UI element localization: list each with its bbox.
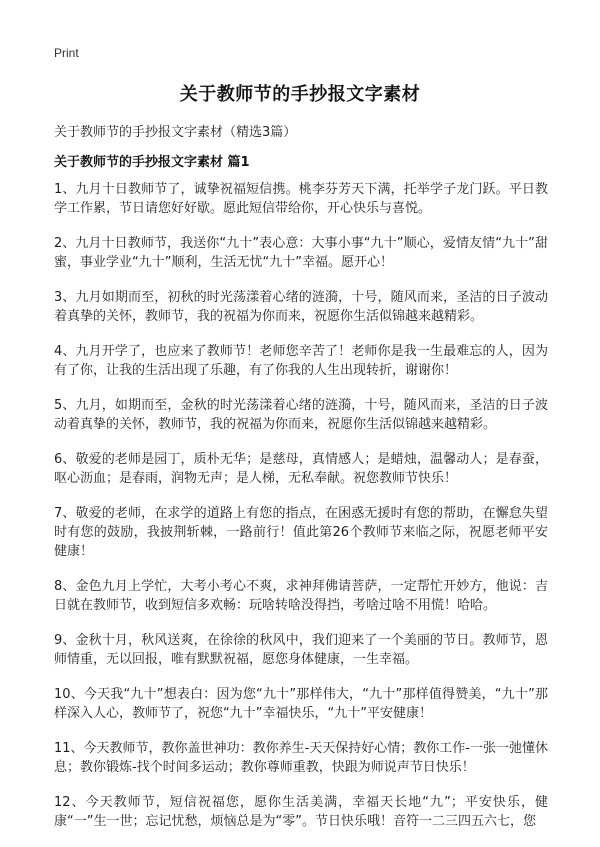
paragraph: 5、九月，如期而至，金秋的时光荡漾着心绪的涟漪，十号，随风而来，圣洁的日子波动着真挚的关怀，教师节，我的祝福为你而来，祝愿你生活似锦越来越精彩。 <box>54 398 548 432</box>
paragraph: 6、敬爱的老师是园丁，质朴无华；是慈母，真情感人；是蜡烛，温馨动人；是春蚕，呕心沥血；是春雨，润物无声；是人梯，无私奉献。祝您教师节快乐！ <box>54 452 548 486</box>
paragraph: 3、九月如期而至，初秋的时光荡漾着心绪的涟漪，十号，随风而来，圣洁的日子波动着真挚的关怀，教师节，我的祝福为你而来，祝愿你生活似锦越来越精彩。 <box>54 290 548 324</box>
paragraph: 7、敬爱的老师，在求学的道路上有您的指点，在困惑无援时有您的帮助，在懈怠失望时有您的鼓励，我披荆斩棘，一路前行！值此第26个教师节来临之际，祝愿老师平安健康！ <box>54 506 548 559</box>
paragraph: 9、金秋十月，秋风送爽，在徐徐的秋风中，我们迎来了一个美丽的节日。教师节，恩师情重，无以回报，唯有默默祝福，愿您身体健康，一生幸福。 <box>54 633 548 667</box>
paragraph: 4、九月开学了，也应来了教师节！老师您辛苦了！老师你是我一生最难忘的人，因为有了你，让我的生活出现了乐趣，有了你我的人生出现转折，谢谢你！ <box>54 344 548 378</box>
document-subtitle: 关于教师节的手抄报文字素材（精选3篇） <box>54 125 297 140</box>
paragraph: 1、九月十日教师节了，诚挚祝福短信携。桃李芬芳天下满，托举学子龙门跃。平日教学工作累，节日请您好好歇。愿此短信带给你，开心快乐与喜悦。 <box>54 182 548 216</box>
paragraph: 2、九月十日教师节，我送你“九十”表心意：大事小事“九十”顺心，爱情友情“九十”甜蜜，事业学业“九十”顺利，生活无忧“九十”幸福。愿开心！ <box>54 236 548 270</box>
paragraph: 11、今天教师节，教你盖世神功：教你养生-天天保持好心情；教你工作-一张一弛懂休息；教你锻炼-找个时间多运动；教你尊师重教，快跟为师说声节日快乐！ <box>54 741 548 775</box>
paragraph-list <box>54 180 548 847</box>
paragraph: 8、金色九月上学忙，大考小考心不爽，求神拜佛请菩萨，一定帮忙开妙方，他说：吉日就在教师节，收到短信多欢畅：玩啥转啥没得挡，考啥过啥不用慌！哈哈。 <box>54 579 548 613</box>
paragraph: 12、今天教师节，短信祝福您，愿你生活美满，幸福天长地“九”；平安快乐，健康“一”生一世；忘记忧愁，烦恼总是为“零”。节日快乐哦！音符一二三四五六七，您 <box>54 795 548 829</box>
document-title: 关于教师节的手抄报文字素材 <box>179 84 421 105</box>
print-link[interactable]: Print <box>54 46 79 60</box>
paragraph: 10、今天我“九十”想表白：因为您“九十”那样伟大，“九十”那样值得赞美，“九十”那样深入人心，教师节了，祝您“九十”幸福快乐，“九十”平安健康！ <box>54 687 548 721</box>
section-heading: 关于教师节的手抄报文字素材 篇1 <box>54 155 250 170</box>
